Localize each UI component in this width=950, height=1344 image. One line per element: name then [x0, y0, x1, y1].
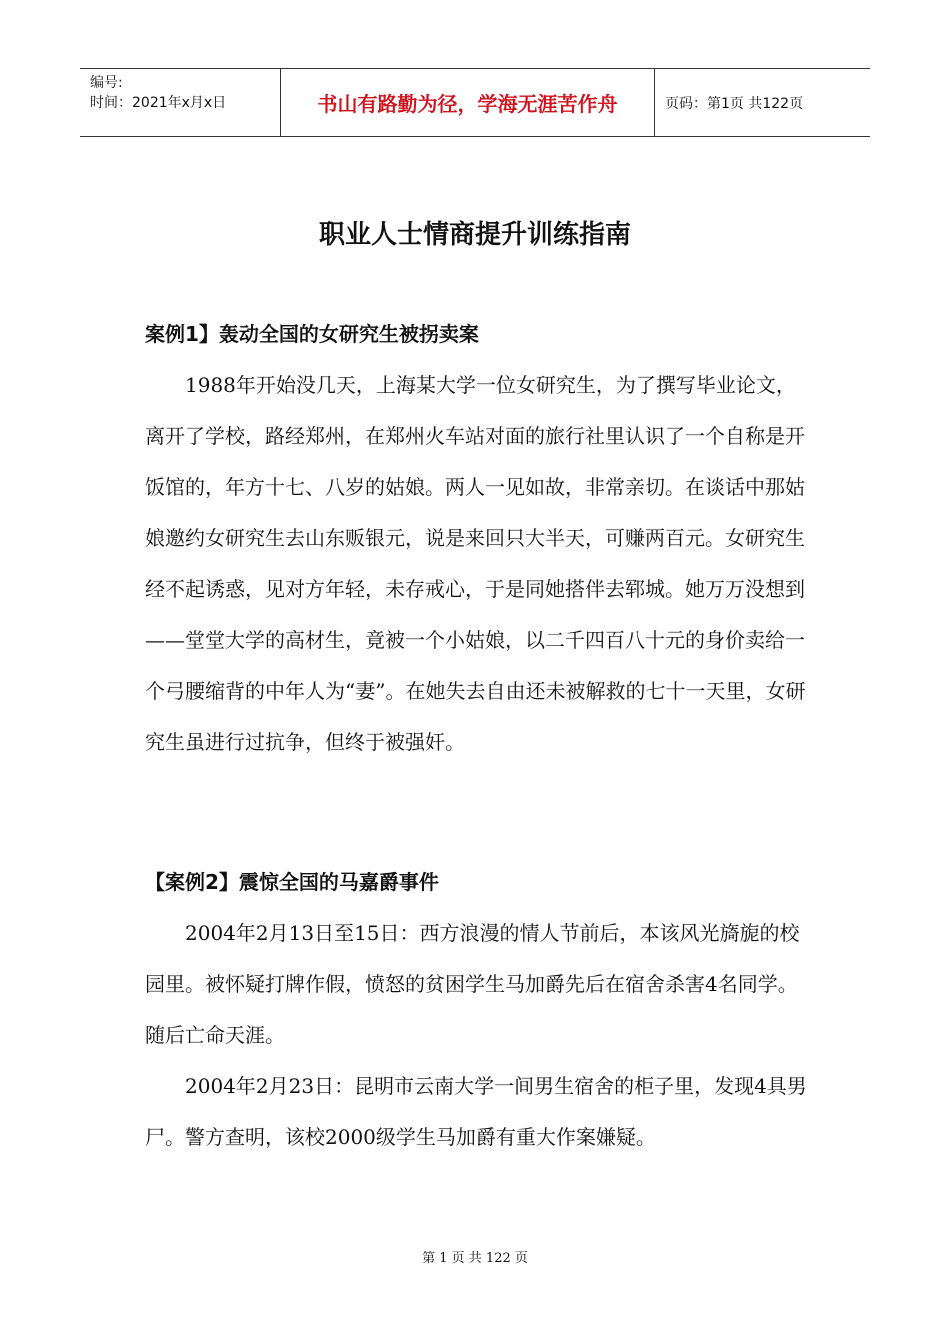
case1-heading: 案例1】轰动全国的女研究生被拐卖案 [145, 322, 479, 346]
case2-section [145, 868, 810, 1163]
case1-section [145, 320, 810, 768]
page-footer: 第 1 页 共 122 页 [422, 1251, 528, 1266]
time-label: 时间：2021年x月x日 [90, 95, 227, 111]
case2-paragraph-1: 2004年2月13日至15日：西方浪漫的情人节前后，本该风光旖旎的校园里。被怀疑打牌作假，愤怒的贫困学生马加爵先后在宿舍杀害4名同学。随后亡命天涯。 [145, 921, 800, 1047]
number-label: 编号: [90, 75, 123, 91]
case2-heading: 【案例2】震惊全国的马嘉爵事件 [145, 870, 439, 894]
case1-paragraph: 1988年开始没几天，上海某大学一位女研究生，为了撰写毕业论文，离开了学校，路经郑州，在郑州火车站对面的旅行社里认识了一个自称是开饭馆的，年方十七、八岁的姑娘。两人一见如故，非常亲切。在谈话中那姑娘邀约女研究生去山东贩银元，说是来回只大半天，可赚两百元。女研究生经不起诱惑，见对方年轻，未存戒心，于是同她搭伴去郓城。她万万没想到——堂堂大学的高材生，竟被一个小姑娘，以二千四百八十元的身价卖给一个弓腰缩背的中年人为“妻”。在她失去自由还未被解救的七十一天里，女研究生虽进行过抗争，但终于被强奸。 [145, 373, 806, 754]
document-title: 职业人士情商提升训练指南 [318, 220, 631, 250]
header-table [80, 68, 870, 137]
header-meta [80, 69, 280, 136]
header-page-info: 页码：第1页 共122页 [665, 95, 804, 112]
header-motto: 书山有路勤为径，学海无涯苦作舟 [280, 69, 655, 136]
case2-paragraph-2: 2004年2月23日：昆明市云南大学一间男生宿舍的柜子里，发现4具男尸。警方查明，该校2000级学生马加爵有重大作案嫌疑。 [145, 1074, 807, 1149]
